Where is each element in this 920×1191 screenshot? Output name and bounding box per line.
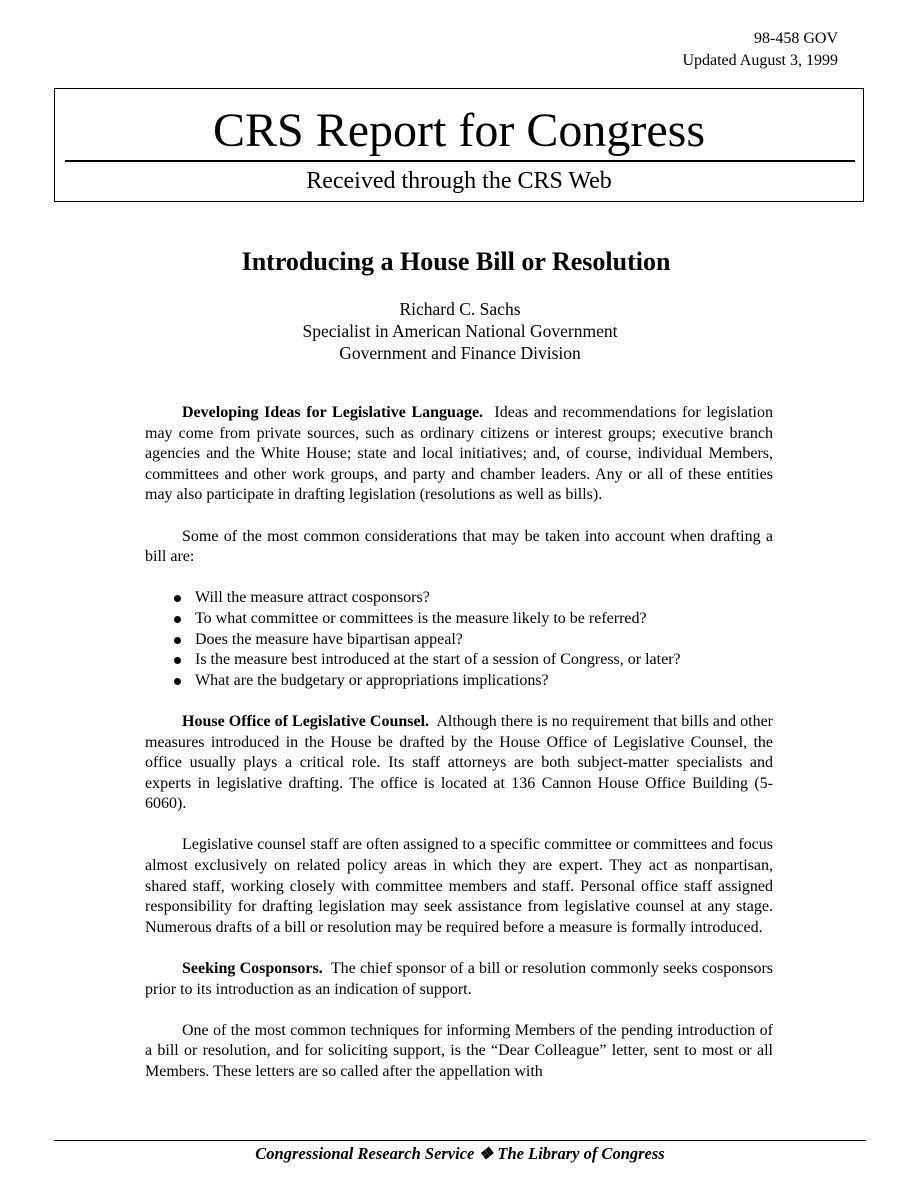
document-number-block [682, 28, 838, 72]
author-division: Government and Finance Division [339, 343, 581, 363]
heading-legislative-counsel: House Office of Legislative Counsel. [182, 712, 430, 730]
list-item: Does the measure have bipartisan appeal? [145, 630, 773, 651]
document-number: 98-458 GOV [754, 30, 838, 47]
paragraph-text: Ideas and recommendations for legislation may come from private sources, such as ordinary citizens or interest groups; executive branch agencies and the White House; state and local initiatives; and, of course, individual Members, committees and other work groups, and party and chamber leaders. Any or all of these entities may also participate in drafting legislation (resolutions as well as bills). [145, 404, 774, 504]
bullet-icon [174, 678, 181, 685]
bullet-icon [174, 657, 181, 664]
masthead-rule [65, 160, 855, 162]
list-item: Is the measure best introduced at the start of a session of Congress, or later? [145, 650, 773, 671]
considerations-list [145, 588, 773, 691]
author-name: Richard C. Sachs [399, 299, 521, 319]
footer-rule [54, 1140, 866, 1141]
paragraph-legislative-counsel [145, 712, 773, 815]
document-title: Introducing a House Bill or Resolution [241, 247, 671, 276]
masthead-subtitle: Received through the CRS Web [306, 168, 612, 194]
document-body [145, 403, 773, 1103]
footer-text: Congressional Research Service ❖ The Library of Congress [255, 1144, 665, 1163]
paragraph-text: The chief sponsor of a bill or resolution commonly seeks cosponsors prior to its introduction as an indication of support. [145, 960, 773, 998]
list-item: Will the measure attract cosponsors? [145, 588, 773, 609]
masthead-box [54, 88, 864, 202]
author-title: Specialist in American National Government [302, 321, 618, 341]
paragraph-considerations: Some of the most common considerations that may be taken into account when drafting a bill are: [145, 527, 773, 566]
bullet-icon [174, 616, 181, 623]
byline [0, 298, 920, 364]
heading-developing-ideas: Developing Ideas for Legislative Language. [182, 404, 484, 421]
bullet-icon [174, 595, 181, 602]
paragraph-dear-colleague: One of the most common techniques for informing Members of the pending introduction of a bill or resolution, and for soliciting support, is the “Dear Colleague” letter, sent to most or all Members. These letters are so called after the appellation with [145, 1021, 773, 1080]
paragraph-developing-ideas [145, 403, 773, 506]
paragraph-seeking-cosponsors [145, 959, 773, 1000]
paragraph-text: Although there is no requirement that bills and other measures introduced in the House be drafted by the House Office of Legislative Counsel, the office usually plays a critical role. Its staff attorneys are both subject-matter specialists and experts in legislative drafting. The office is located at 136 Cannon House Office Building (5-6060). [145, 712, 773, 813]
paragraph-counsel-staff: Legislative counsel staff are often assigned to a specific committee or committees and focus almost exclusively on related policy areas in which they are expert. They act as nonpartisan, shared staff, working closely with committee members and staff. Personal office staff assigned responsibility for drafting legislation may seek assistance from legislative counsel at any stage. Numerous drafts of a bill or resolution may be required before a measure is formally introduced. [145, 836, 773, 936]
list-item: What are the budgetary or appropriations implications? [145, 671, 773, 692]
list-item: To what committee or committees is the measure likely to be referred? [145, 609, 773, 630]
bullet-icon [174, 637, 181, 644]
heading-seeking-cosponsors: Seeking Cosponsors. [182, 960, 323, 978]
updated-date: Updated August 3, 1999 [682, 52, 838, 69]
masthead-title: CRS Report for Congress [213, 104, 705, 157]
